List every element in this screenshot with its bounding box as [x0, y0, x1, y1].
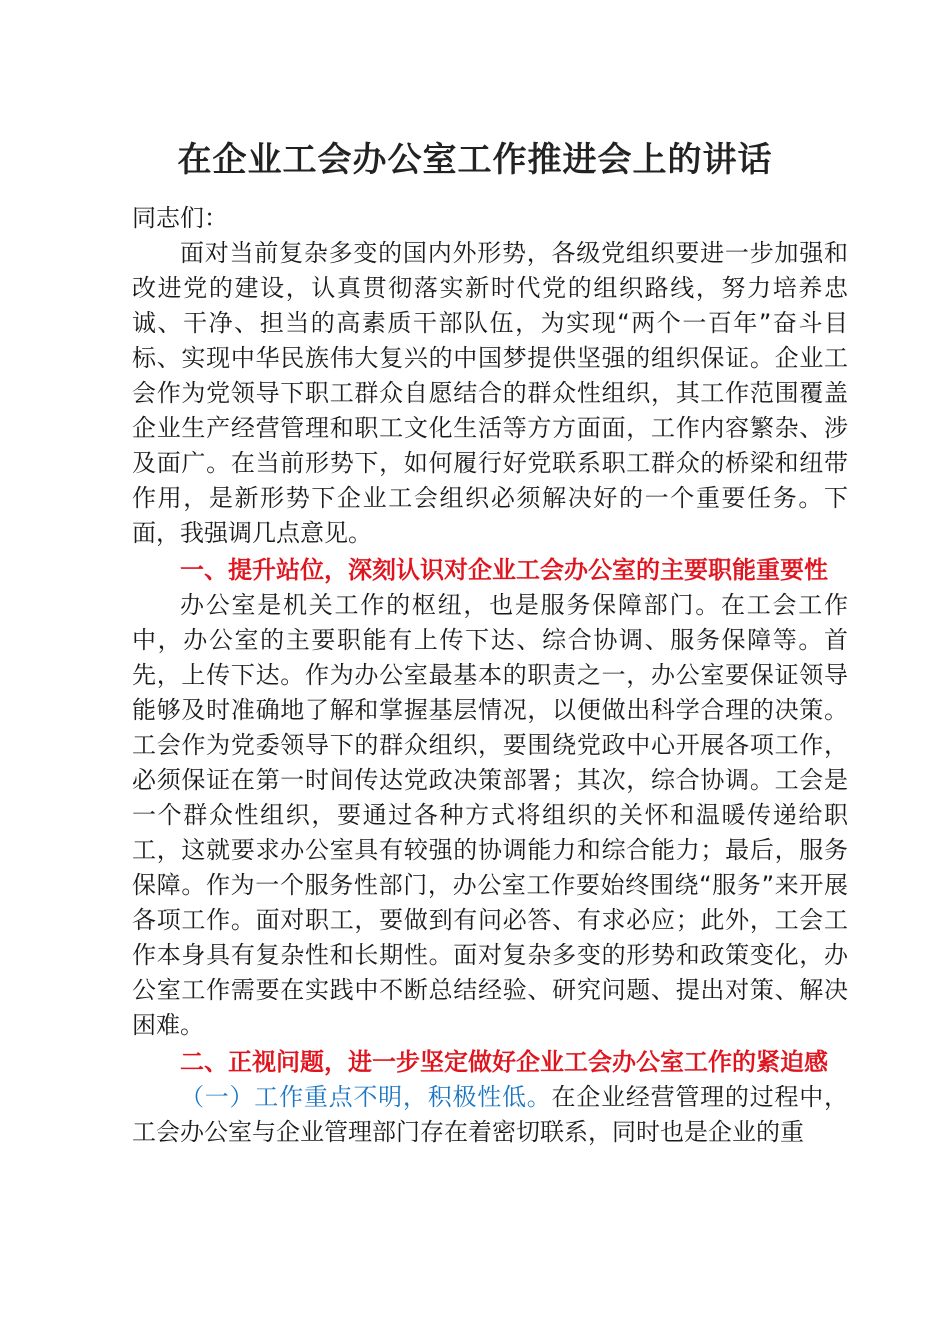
salutation: 同志们：	[132, 204, 228, 232]
paragraph-problems-text: 在企业经营管理的过程中，工会办公室与企业管理部门存在着密切联系，同时也是企业的重	[132, 1083, 849, 1146]
page-title: 在企业工会办公室工作推进会上的讲话	[177, 140, 773, 180]
paragraph-problems	[132, 1080, 848, 1150]
section-heading-2: 二、正视问题，进一步坚定做好企业工会办公室工作的紧迫感	[180, 1048, 828, 1076]
paragraph-intro: 面对当前复杂多变的国内外形势，各级党组织要进一步加强和改进党的建设，认真贯彻落实新时代党的组织路线，努力培养忠诚、干净、担当的高素质干部队伍，为实现“两个一百年”奋斗目标、实现中华民族伟大复兴的中国梦提供坚强的组织保证。企业工会作为党领导下职工群众自愿结合的群众性组织，其工作范围覆盖企业生产经营管理和职工文化生活等方方面面，工作内容繁杂、涉及面广。在当前形势下，如何履行好党联系职工群众的桥梁和纽带作用，是新形势下企业工会组织必须解决好的一个重要任务。下面，我强调几点意见。	[132, 239, 848, 547]
paragraph-office-functions: 办公室是机关工作的枢纽，也是服务保障部门。在工会工作中，办公室的主要职能有上传下达、综合协调、服务保障等。首先，上传下达。作为办公室最基本的职责之一，办公室要保证领导能够及时准确地了解和掌握基层情况，以便做出科学合理的决策。工会作为党委领导下的群众组织，要围绕党政中心开展各项工作，必须保证在第一时间传达党政决策部署；其次，综合协调。工会是一个群众性组织，要通过各种方式将组织的关怀和温暖传递给职工，这就要求办公室具有较强的协调能力和综合能力；最后，服务保障。作为一个服务性部门，办公室工作要始终围绕“服务”来开展各项工作。面对职工，要做到有问必答、有求必应；此外，工会工作本身具有复杂性和长期性。面对复杂多变的形势和政策变化，办公室工作需要在实践中不断总结经验、研究问题、提出对策、解决困难。	[132, 591, 848, 1039]
document-body	[132, 201, 848, 1150]
sub-heading-1: （一）工作重点不明，积极性低。	[180, 1083, 552, 1111]
section-heading-1: 一、提升站位，深刻认识对企业工会办公室的主要职能重要性	[180, 556, 828, 584]
